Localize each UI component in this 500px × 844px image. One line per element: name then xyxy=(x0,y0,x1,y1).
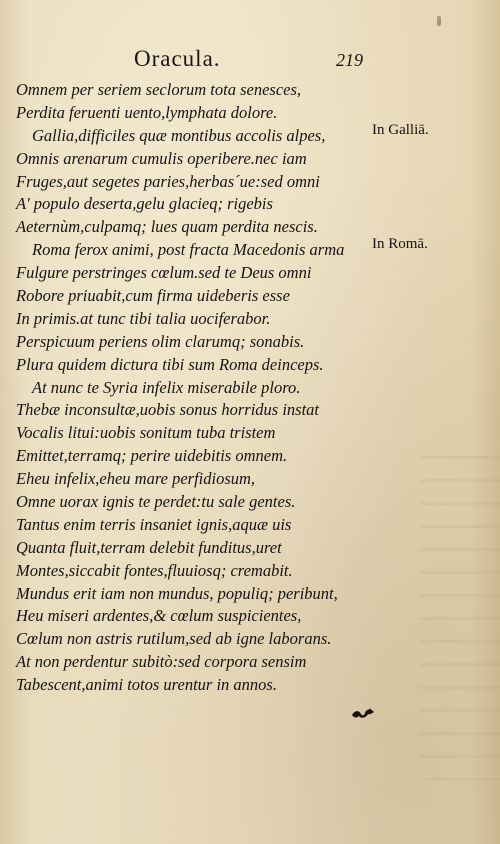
verse-line: A' populo deserta,gelu glacieq; rigebis xyxy=(16,194,273,214)
verse-line: Gallia,difficiles quæ montibus accolis alpes, xyxy=(32,125,326,145)
fleuron-ornament-icon xyxy=(350,706,376,720)
verse-line: Omnis arenarum cumulis operibere.nec iam xyxy=(16,148,307,168)
verse-line: In primis.at tunc tibi talia uociferabor. xyxy=(16,308,271,328)
verse-line: Cœlum non astris rutilum,sed ab igne laborans. xyxy=(16,629,332,649)
verse-line: Fulgure perstringes cœlum.sed te Deus omni xyxy=(16,263,312,283)
paper-blemish xyxy=(437,16,441,26)
verse-line: At nunc te Syria infelix miserabile ploro. xyxy=(32,377,301,397)
verse-line: Robore priuabit,cum firma uideberis esse xyxy=(16,286,290,306)
page-number: 219 xyxy=(336,50,363,70)
verse-line: Roma ferox animi, post fracta Macedonis arma xyxy=(32,240,345,260)
running-title: Oracula. xyxy=(134,46,221,71)
verse-line: Heu miseri ardentes,& cœlum suspicientes, xyxy=(16,606,302,626)
margin-note-gallia: In Galliā. xyxy=(372,122,429,138)
verse-line: Plura quidem dictura tibi sum Roma deinceps. xyxy=(16,354,324,374)
verse-line: Mundus erit iam non mundus, populiq; peribunt, xyxy=(16,583,338,603)
verse-line: Montes,siccabit fontes,fluuiosq; cremabit. xyxy=(16,560,293,580)
page-header xyxy=(0,46,500,76)
verse-line: Vocalis litui:uobis sonitum tuba tristem xyxy=(16,423,276,443)
verse-line: Omnem per seriem seclorum tota senesces, xyxy=(16,80,302,99)
bleed-through-shadow xyxy=(420,440,500,780)
verse-line: Tantus enim terris insaniet ignis,aquæ uis xyxy=(16,514,292,534)
verse-line: Tabescent,animi totos urentur in annos. xyxy=(16,675,277,695)
verse-line: Eheu infelix,eheu mare perfidiosum, xyxy=(16,469,256,489)
verse-block xyxy=(16,79,366,697)
verse-line: Omne uorax ignis te perdet:tu sale gentes. xyxy=(16,492,296,512)
verse-line: Fruges,aut segetes paries,herbas´ue:sed omni xyxy=(16,171,320,191)
verse-line: Thebæ inconsultæ,uobis sonus horridus instat xyxy=(16,400,320,420)
verse-line: Aeternùm,culpamq; lues quam perdita nescis. xyxy=(16,217,318,237)
verse-line: At non perdentur subitò:sed corpora sensim xyxy=(16,652,307,672)
verse-line: Quanta fluit,terram delebit funditus,uret xyxy=(16,537,282,557)
verse-line: Perspicuum periens olim clarumq; sonabis. xyxy=(16,331,305,351)
verse-line: Emittet,terramq; perire uidebitis omnem. xyxy=(16,446,288,466)
margin-note-roma: In Romā. xyxy=(372,236,428,252)
verse-line: Perdita feruenti uento,lymphata dolore. xyxy=(16,102,278,122)
